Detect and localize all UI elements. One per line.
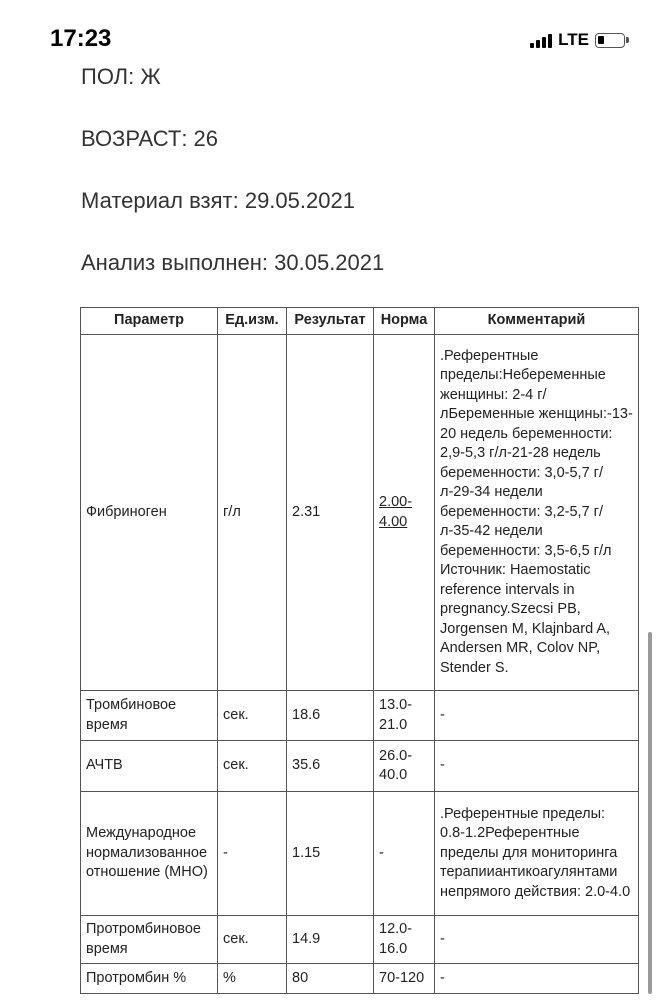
table-row: [81, 335, 639, 691]
table-row: [81, 792, 639, 916]
norm-link[interactable]: 2.00-4.00: [379, 494, 413, 530]
scrollbar[interactable]: [648, 632, 652, 994]
cell-comment: .Референтные пределы: 0.8-1.2Референтные пределы для мониторинга терапииантикоагулянтами непрямого действия: 2.0-4.0: [435, 792, 639, 916]
cell-parameter: Фибриноген: [81, 335, 218, 691]
cell-norm: 26.0-40.0: [374, 741, 435, 792]
cell-parameter: АЧТВ: [81, 741, 218, 792]
cell-norm: [374, 335, 435, 691]
cell-parameter: Протромбин %: [81, 964, 218, 994]
status-time: 17:23: [50, 25, 112, 52]
cell-result: 18.6: [287, 691, 374, 741]
cell-unit: -: [218, 792, 287, 916]
table-row: [81, 916, 639, 964]
cell-comment: -: [435, 916, 639, 964]
cell-comment: -: [435, 741, 639, 792]
battery-icon: [595, 33, 625, 48]
analysis-done-date: Анализ выполнен: 30.05.2021: [81, 250, 385, 275]
battery-tip: [626, 37, 629, 43]
cell-parameter: Тромбиновое время: [81, 691, 218, 741]
cell-result: 14.9: [287, 916, 374, 964]
cell-norm: 13.0-21.0: [374, 691, 435, 741]
cell-parameter: Международное нормализованное отношение (МНО): [81, 792, 218, 916]
cell-parameter: Протромбиновое время: [81, 916, 218, 964]
status-icons: [530, 30, 629, 50]
cell-comment: -: [435, 964, 639, 994]
cell-comment: .Референтные пределы:Небеременные женщины: 2-4 г/лБеременные женщины:-13-20 недель беременности: 2,9-5,3 г/л-21-28 недель беременности: 3,0-5,7 г/л-29-34 недели беременности: 3,2-5,7 г/л-35-42 недели беременности: 3,5-6,5 г/л Источник: Haemostatic reference intervals in pregnancy.Szecsi PB, Jorgensen M, Klajnbard A, Andersen MR, Colov NP, Stender S.: [435, 335, 639, 691]
patient-sex: ПОЛ: Ж: [81, 64, 161, 89]
table-header-row: [81, 308, 639, 335]
table-row: [81, 964, 639, 994]
signal-icon: [530, 32, 552, 48]
cell-result: 2.31: [287, 335, 374, 691]
cell-norm: -: [374, 792, 435, 916]
header-result: Результат: [287, 308, 374, 335]
results-table: [80, 307, 639, 994]
table-row: [81, 691, 639, 741]
table-row: [81, 741, 639, 792]
network-type: LTE: [558, 30, 589, 49]
cell-unit: сек.: [218, 916, 287, 964]
cell-unit: сек.: [218, 741, 287, 792]
patient-age: ВОЗРАСТ: 26: [81, 126, 219, 151]
cell-comment: -: [435, 691, 639, 741]
header-comment: Комментарий: [435, 308, 639, 335]
header-unit: Ед.изм.: [218, 308, 287, 335]
material-taken-date: Материал взят: 29.05.2021: [81, 188, 355, 213]
header-parameter: Параметр: [81, 308, 218, 335]
cell-result: 1.15: [287, 792, 374, 916]
cell-unit: %: [218, 964, 287, 994]
header-norm: Норма: [374, 308, 435, 335]
cell-norm: 70-120: [374, 964, 435, 994]
cell-norm: 12.0-16.0: [374, 916, 435, 964]
status-bar: [0, 0, 657, 64]
cell-unit: сек.: [218, 691, 287, 741]
cell-unit: г/л: [218, 335, 287, 691]
cell-result: 80: [287, 964, 374, 994]
cell-result: 35.6: [287, 741, 374, 792]
